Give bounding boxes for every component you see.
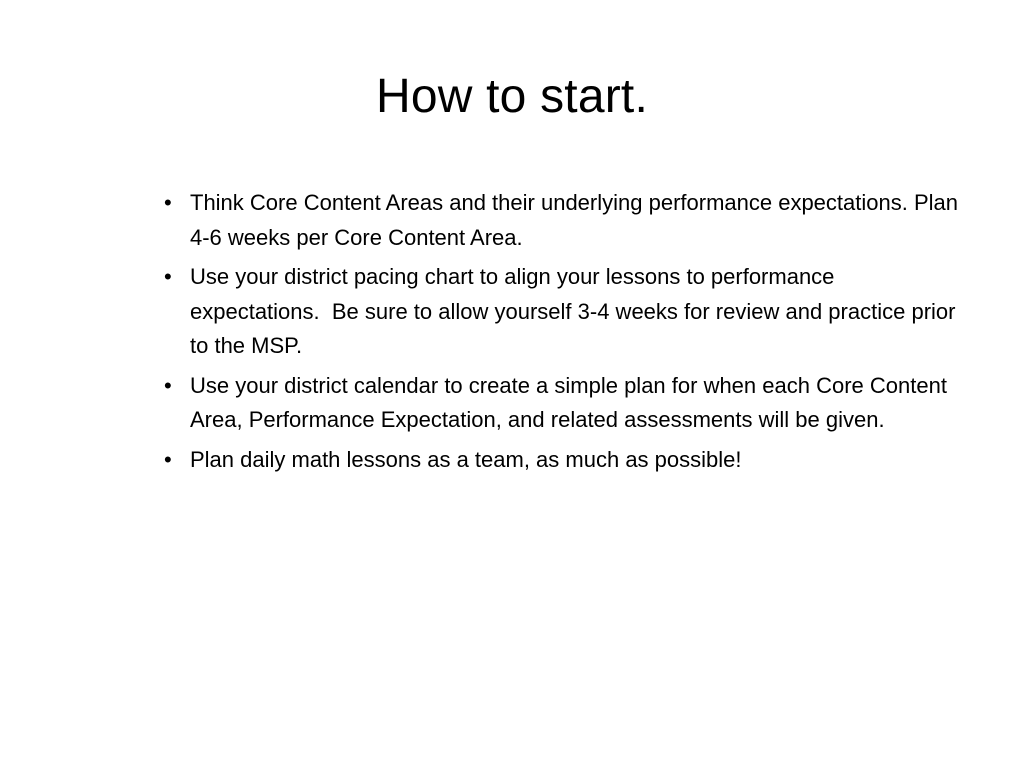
- bullet-dot-icon: •: [164, 372, 172, 398]
- slide-title: How to start.: [375, 70, 648, 123]
- bullet-dot-icon: •: [164, 446, 172, 472]
- bullet-text: Use your district pacing chart to align your lessons to performance expectations. Be sure to allow yourself 3-4 weeks for review and practice prior to the MSP.: [190, 264, 962, 358]
- bullet-text: Plan daily math lessons as a team, as much as possible!: [190, 446, 742, 472]
- bullet-item-3: [162, 369, 968, 438]
- bullet-item-2: [162, 260, 968, 364]
- bullet-list: [162, 186, 968, 482]
- bullet-dot-icon: •: [164, 190, 172, 215]
- bullet-item-4: [162, 443, 968, 478]
- bullet-text: Use your district calendar to create a simple plan for when each Core Content Area, Performance Expectation, and related assessments will be given.: [190, 372, 947, 432]
- bullet-dot-icon: •: [164, 264, 172, 289]
- bullet-item-1: [162, 186, 968, 255]
- bullet-text: Think Core Content Areas and their underlying performance expectations. Plan 4-6 weeks per Core Content Area.: [190, 190, 958, 250]
